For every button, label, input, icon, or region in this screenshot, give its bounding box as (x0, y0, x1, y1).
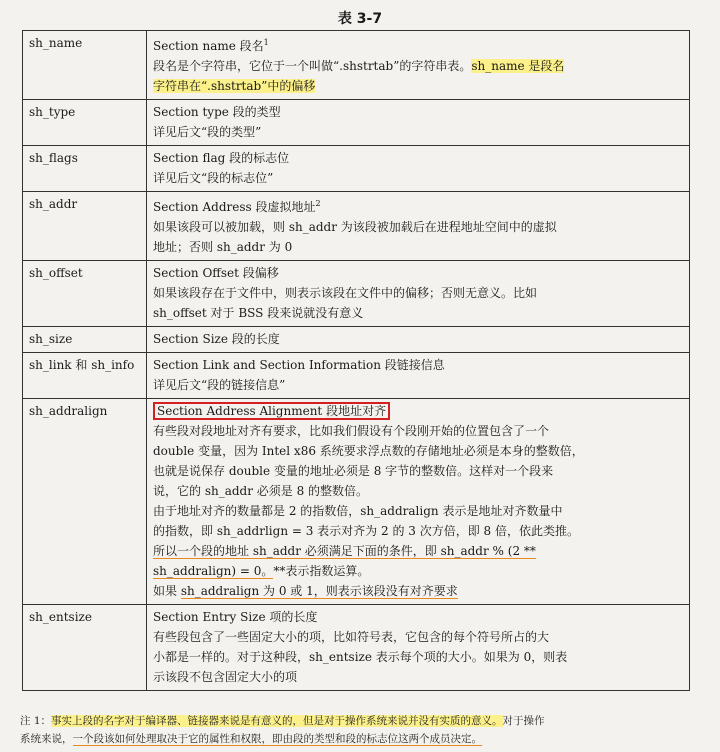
description-line (153, 194, 683, 217)
description-line (153, 667, 683, 687)
field-name-cell: sh_addralign (23, 399, 147, 605)
text-run: 详见后文“段的类型” (153, 125, 262, 139)
description-line (153, 102, 683, 122)
description-cell (147, 192, 690, 261)
text-run: **表示指数运算。 (273, 564, 370, 578)
description-cell (147, 31, 690, 100)
footnote-marker: 1 (263, 38, 269, 47)
description-cell (147, 399, 690, 605)
description-line (153, 607, 683, 627)
description-cell (147, 100, 690, 146)
highlighted-text: 字符串在“.shstrtab”中的偏移 (153, 79, 316, 93)
text-run: 有些段包含了一些固定大小的项，比如符号表，它包含的每个符号所占的大 (153, 630, 550, 644)
description-line (153, 355, 683, 375)
field-name-cell: sh_addr (23, 192, 147, 261)
text-run: 如果该段存在于文件中，则表示该段在文件中的偏移；否则无意义。比如 (153, 286, 538, 300)
description-line (153, 581, 683, 601)
description-line (153, 303, 683, 323)
underlined-text: sh_addralign) = 0。 (153, 564, 274, 578)
note-line (20, 730, 710, 748)
table-row (23, 31, 690, 100)
description-line (153, 627, 683, 647)
text-run: 如果该段可以被加载，则 sh_addr 为该段被加载后在进程地址空间中的虚拟 (153, 220, 557, 234)
description-cell (147, 327, 690, 353)
text-run: 如果 (153, 584, 181, 598)
description-cell (147, 605, 690, 691)
description-line (153, 148, 683, 168)
table-row (23, 192, 690, 261)
description-line (153, 283, 683, 303)
text-run: 对于操作 (502, 715, 545, 727)
description-line (153, 33, 683, 56)
footnote-marker: 2 (315, 199, 321, 208)
description-line (153, 541, 683, 561)
text-run: Section Size 段的长度 (153, 332, 280, 346)
table-row (23, 327, 690, 353)
text-run: 的指数，即 sh_addrlign = 3 表示对齐为 2 的 3 次方倍，即 8 倍，依此类推。 (153, 524, 579, 538)
description-line (153, 561, 683, 581)
text-run: 注 1： (20, 715, 52, 727)
text-run: Section Link and Section Information 段链接信息 (153, 358, 445, 372)
table-row (23, 399, 690, 605)
text-run: 小都是一样的。对于这种段，sh_entsize 表示每个项的大小。如果为 0，则表 (153, 650, 568, 664)
text-run: 由于地址对齐的数量都是 2 的指数倍，sh_addralign 表示是地址对齐数量中 (153, 504, 563, 518)
field-name-cell: sh_entsize (23, 605, 147, 691)
field-name-cell: sh_type (23, 100, 147, 146)
underlined-text: 所以一个段的地址 sh_addr 必须满足下面的条件，即 sh_addr % (2 ** (153, 544, 536, 558)
table-row (23, 605, 690, 691)
table-row (23, 261, 690, 327)
text-run: 示该段不包含固定大小的项 (153, 670, 298, 684)
text-run: 详见后文“段的链接信息” (153, 378, 286, 392)
description-line (153, 521, 683, 541)
text-run: 段名是个字符串，它位于一个叫做“.shstrtab”的字符串表。 (153, 59, 472, 73)
section-header-table (22, 30, 690, 691)
description-cell (147, 353, 690, 399)
footnote (20, 712, 710, 748)
text-run: 说，它的 sh_addr 必须是 8 的整数倍。 (153, 484, 369, 498)
field-name-cell: sh_link 和 sh_info (23, 353, 147, 399)
text-run: 也就是说保存 double 变量的地址必须是 8 字节的整数倍。这样对一个段来 (153, 464, 554, 478)
field-name-cell: sh_size (23, 327, 147, 353)
field-name-cell: sh_name (23, 31, 147, 100)
boxed-heading: Section Address Alignment 段地址对齐 (153, 402, 390, 420)
text-run: 详见后文“段的标志位” (153, 171, 274, 185)
highlighted-text: sh_name 是段名 (471, 59, 565, 73)
description-line (153, 237, 683, 257)
text-run: double 变量，因为 Intel x86 系统要求浮点数的存储地址必须是本身的整数倍， (153, 444, 584, 458)
text-run: Section flag 段的标志位 (153, 151, 290, 165)
description-line (153, 481, 683, 501)
underlined-text: 一个段该如何处理取决于它的属性和权限，即由段的类型和段的标志位这两个成员决定。 (72, 733, 482, 745)
table-caption: 表 3-7 (337, 11, 383, 27)
text-run: Section Entry Size 项的长度 (153, 610, 318, 624)
description-line (153, 401, 683, 421)
text-run: 有些段对段地址对齐有要求，比如我们假设有个段刚开始的位置包含了一个 (153, 424, 550, 438)
description-line (153, 263, 683, 283)
description-line (153, 56, 683, 76)
text-run: 系统来说， (20, 733, 73, 745)
description-line (153, 76, 683, 96)
description-line (153, 501, 683, 521)
field-name-cell: sh_offset (23, 261, 147, 327)
table-row (23, 100, 690, 146)
highlighted-text: 事实上段的名字对于编译器、链接器来说是有意义的，但是对于操作系统来说并没有实质的意义。 (51, 715, 503, 727)
text-run: Section Address 段虚拟地址 (153, 200, 316, 214)
description-cell (147, 146, 690, 192)
description-line (153, 421, 683, 441)
text-run: Section Offset 段偏移 (153, 266, 279, 280)
description-line (153, 122, 683, 142)
description-line (153, 647, 683, 667)
field-name-cell: sh_flags (23, 146, 147, 192)
description-line (153, 168, 683, 188)
text-run: Section name 段名 (153, 39, 264, 53)
underlined-text: sh_addralign 为 0 或 1，则表示该段没有对齐要求 (180, 584, 458, 598)
description-line (153, 375, 683, 395)
table-row (23, 146, 690, 192)
text-run: sh_offset 对于 BSS 段来说就没有意义 (153, 306, 364, 320)
description-line (153, 217, 683, 237)
description-line (153, 461, 683, 481)
note-line (20, 712, 710, 730)
text-run: Section type 段的类型 (153, 105, 281, 119)
description-line (153, 329, 683, 349)
table-row (23, 353, 690, 399)
text-run: 地址；否则 sh_addr 为 0 (153, 240, 293, 254)
description-cell (147, 261, 690, 327)
description-line (153, 441, 683, 461)
